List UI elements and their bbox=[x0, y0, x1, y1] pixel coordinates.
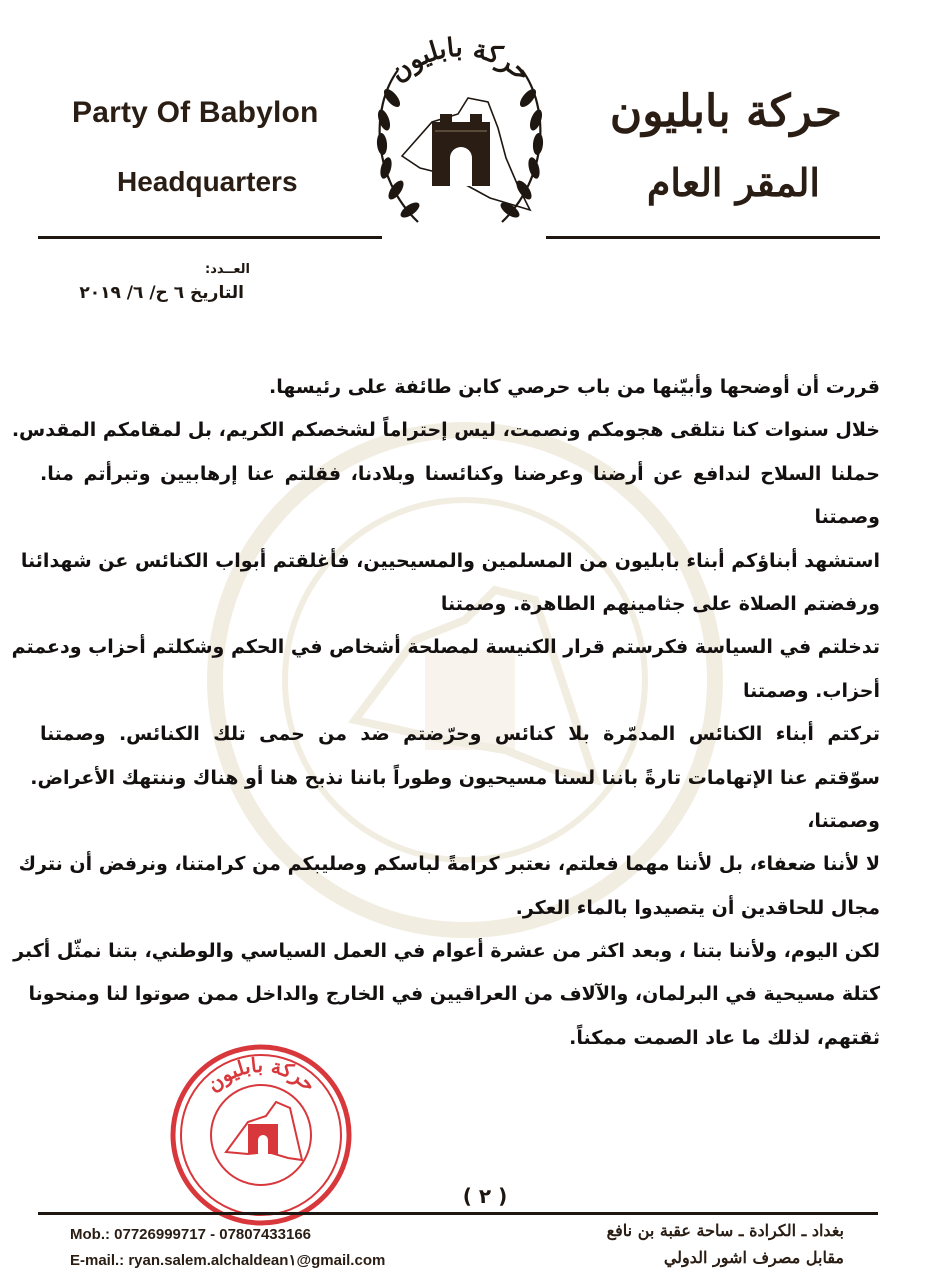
babylon-gate-icon bbox=[432, 114, 490, 186]
emblem-arc-text: حركة بابليون bbox=[383, 33, 537, 89]
footer-address-line2: مقابل مصرف اشور الدولي bbox=[663, 1248, 844, 1267]
footer-mobile: Mob.: 07726999717 - 07807433166 bbox=[70, 1226, 312, 1243]
body-line: ورفضتم الصلاة على جثامينهم الطاهرة. وصمتنا bbox=[440, 592, 880, 615]
page-number: ( ٢ ) bbox=[462, 1184, 508, 1208]
body-line: وصمتنا، bbox=[807, 809, 880, 832]
header-ar-subtitle: المقر العام bbox=[646, 160, 820, 205]
body-line: وصمتنا bbox=[814, 506, 880, 529]
header-ar-title: حركة بابليون bbox=[609, 86, 842, 137]
header-en-subtitle: Headquarters bbox=[117, 166, 298, 197]
body-line: خلال سنوات كنا نتلقى هجومكم ونصمت، ليس إحتراماً لشخصكم الكريم، بل لمقامكم المقدس. bbox=[11, 419, 880, 442]
party-emblem-logo bbox=[340, 18, 580, 258]
header-en-title: Party Of Babylon bbox=[72, 96, 319, 129]
reference-number-label: العــدد: bbox=[205, 262, 250, 277]
footer-email: E-mail.: ryan.salem.alchaldean١@gmail.com bbox=[70, 1252, 386, 1269]
body-line: لكن اليوم، ولأننا بتنا ، وبعد اكثر من عشرة أعوام في العمل السياسي والوطني، بتنا نمثّل أكبر bbox=[13, 940, 880, 963]
footer-divider bbox=[38, 1212, 878, 1215]
body-line: حملنا السلاح لندافع عن أرضنا وعرضنا وكنائسنا وبلادنا، فقلتم عنا إرهابيين وتبرأتم منا. bbox=[40, 462, 880, 485]
body-line: تركتم أبناء الكنائس المدمّرة بلا كنائس وحرّضتم ضد من حمى تلك الكنائس. وصمتنا bbox=[40, 723, 880, 746]
body-line: لا لأننا ضعفاء، بل لأننا مهما فعلتم، نعتبر كرامةً لباسكم وصليبكم من كرامتنا، ونرفض أن نترك bbox=[18, 853, 880, 876]
body-line: أحزاب. وصمتنا bbox=[742, 679, 880, 702]
body-line: كتلة مسيحية في البرلمان، والآلاف من العراقيين في الخارج والداخل ممن صوتوا لنا ومنحونا bbox=[28, 983, 880, 1006]
svg-text:حركة بابليون: حركة بابليون bbox=[201, 1052, 321, 1097]
body-line: سوّقتم عنا الإتهامات تارةً باننا لسنا مسيحيون وطوراً باننا نذبح هنا أو هناك وننتهك الأعراض. bbox=[30, 766, 880, 789]
body-line: قررت أن أوضحها وأبيّنها من باب حرصي كابن طائفة على رئيسها. bbox=[269, 376, 880, 398]
header-divider-left bbox=[38, 236, 382, 239]
footer-address-line1: بغداد ـ الكرادة ـ ساحة عقبة بن نافع bbox=[606, 1221, 844, 1240]
body-line: تدخلتم في السياسة فكرستم قرار الكنيسة لمصلحة أشخاص في الحكم وشكلتم أحزاب ودعمتم bbox=[11, 636, 880, 659]
letter-body bbox=[11, 366, 880, 1060]
date-label: التاريخ ٦ ح/ ٦/ ٢٠١٩ bbox=[79, 283, 244, 303]
body-line: مجال للحاقدين أن يتصيدوا بالماء العكر. bbox=[515, 896, 880, 919]
body-line: استشهد أبناؤكم أبناء بابليون من المسلمين والمسيحيين، فأغلقتم أبواب الكنائس عن شهدائنا bbox=[20, 549, 880, 572]
body-line: ثقتهم، لذلك ما عاد الصمت ممكناً. bbox=[569, 1026, 880, 1049]
header-divider-right bbox=[546, 236, 880, 239]
official-stamp bbox=[168, 1042, 354, 1228]
